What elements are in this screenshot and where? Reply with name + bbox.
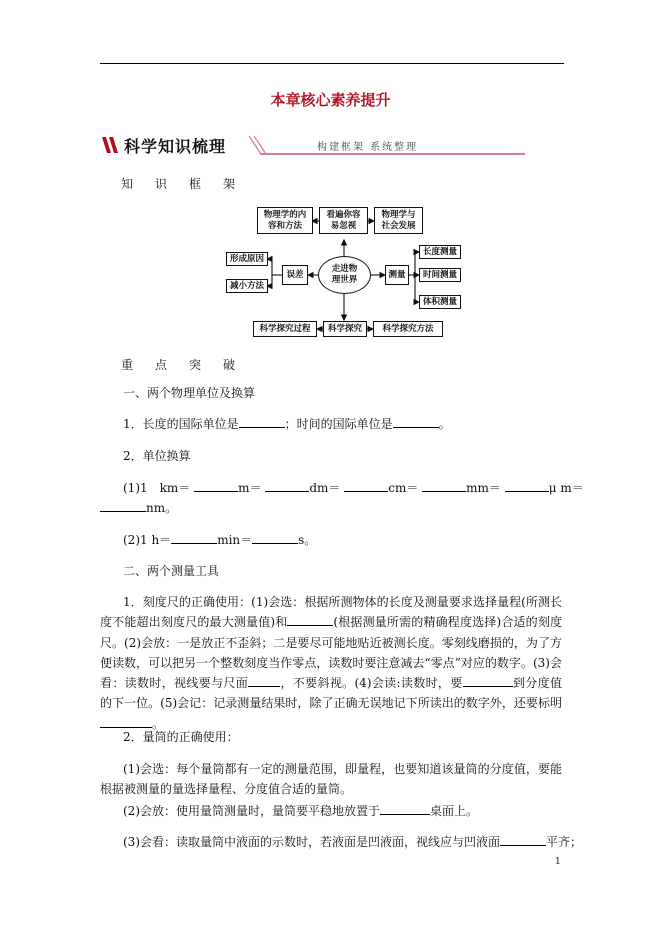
conversion-text: (1)1 km＝ (123, 481, 191, 495)
conversion-text: (2)1 h＝ (123, 533, 172, 547)
answer-blank[interactable] (239, 415, 285, 428)
answer-blank[interactable] (505, 479, 549, 492)
box-physics-society: 物理学与 社会发展 (374, 207, 423, 234)
unit-question (123, 414, 564, 435)
answer-blank[interactable] (287, 613, 333, 626)
box-measure: 测量 (385, 265, 409, 285)
conversion-text: cm＝ (388, 481, 419, 495)
answer-blank[interactable] (171, 531, 217, 544)
conversion-heading: 2．单位换算 (123, 449, 191, 463)
answer-blank[interactable] (252, 531, 298, 544)
ruler-text: 1．刻度尺的正确使用：(1)会选：根据所测物体的长度及测量要求选择量程(所测长度不能超出刻度尺的最大测量值)和 (100, 595, 562, 630)
answer-blank[interactable] (422, 479, 466, 492)
conversion-text: m＝ (238, 481, 262, 495)
cylinder-heading: 2．量筒的正确使用： (123, 730, 239, 744)
section2-heading: 二、两个测量工具 (123, 564, 220, 578)
answer-blank[interactable] (194, 479, 238, 492)
box-inquiry-process: 科学探究过程 (253, 321, 317, 337)
box-length-measure: 长度测量 (419, 245, 461, 259)
section1-heading: 一、两个物理单位及换算 (123, 386, 256, 400)
box-ignored-things: 看遍你容 易忽视 (319, 207, 368, 234)
conversion-text: mm＝ (466, 481, 501, 495)
section-banner (100, 133, 430, 157)
answer-blank[interactable] (500, 833, 546, 846)
box-inquiry-method: 科学探究方法 (373, 321, 443, 337)
key-points-heading: 重点突破 (121, 358, 258, 372)
conversion-row-1 (123, 478, 584, 499)
center-topic (318, 256, 371, 294)
conversion-text: nm。 (146, 501, 178, 515)
cylinder-place (123, 801, 564, 822)
answer-blank[interactable] (380, 802, 430, 815)
ruler-paragraph (100, 592, 562, 734)
conversion-text: μ m＝ (548, 481, 584, 495)
cylinder-text: (2)会放：使用量筒测量时，量筒要平稳地放置于 (123, 804, 380, 818)
cylinder-text: (3)会看：读取量筒中液面的示数时，若液面是凹液面，视线应与凹液面 (123, 835, 501, 849)
page-title: 本章核心素养提升 (270, 91, 391, 109)
conversion-text: s。 (298, 533, 317, 547)
banner-slash-icon (246, 135, 266, 155)
answer-blank[interactable] (100, 499, 146, 512)
cylinder-choose: (1)会选：每个量筒都有一定的测量范围，即量程，也要知道该量筒的分度值，要能根据被测量的量选择量程、分度值合适的量筒。 (100, 762, 562, 797)
page-number: 1 (555, 857, 561, 867)
ruler-text: 。 (152, 716, 165, 731)
box-volume-measure: 体积测量 (419, 295, 461, 309)
box-physics-content: 物理学的内 容和方法 (257, 207, 313, 234)
cylinder-read (123, 832, 583, 853)
center-topic-label: 走进物 理世界 (331, 264, 358, 285)
answer-blank[interactable] (248, 674, 280, 687)
box-error: 误差 (282, 265, 308, 285)
unit-question-text: 。 (438, 417, 451, 431)
ruler-text: ，不要斜视。(4)会读:读数时，要 (280, 676, 463, 691)
banner-title: 科学知识梳理 (124, 137, 227, 156)
ruler-text: (根据测量所需的精确程度选择)合适的刻度尺。(2)会放：一是放正不歪斜；二是要尽可能地贴近被测长度。零刻线磨损的，为了方便读数，可以把另一个整数刻度当作零点，读数时要注意减去“零点”对应的数字。(3)会看：读数时，视线要与尺面 (100, 615, 562, 691)
box-time-measure: 时间测量 (419, 268, 461, 282)
unit-question-text: 1．长度的国际单位是 (123, 417, 239, 431)
header-rule (100, 63, 564, 64)
answer-blank[interactable] (100, 715, 152, 728)
knowledge-diagram (222, 202, 466, 344)
answer-blank[interactable] (344, 479, 388, 492)
banner-subtitle: 构建框架 系统整理 (317, 142, 419, 153)
answer-blank[interactable] (463, 674, 513, 687)
cylinder-text: 平齐； (546, 835, 583, 849)
box-error-cause: 形成原因 (226, 252, 268, 266)
answer-blank[interactable] (265, 479, 309, 492)
banner-bars-icon (100, 136, 122, 154)
box-error-reduce: 减小方法 (226, 279, 268, 293)
framework-heading: 知识框架 (121, 177, 258, 191)
banner-underline (260, 153, 525, 155)
ruler-text: 到分度值的下一位。(5)会记：记录测量结果时，除了正确无误地记下所读出的数字外，还要标明 (100, 676, 562, 711)
unit-question-text: ；时间的国际单位是 (284, 417, 393, 431)
answer-blank[interactable] (393, 415, 439, 428)
cylinder-text: 桌面上。 (430, 804, 479, 818)
conversion-text: min＝ (217, 533, 253, 547)
conversion-row-1-cont (100, 498, 564, 519)
conversion-row-2 (123, 530, 564, 551)
conversion-text: dm＝ (309, 481, 341, 495)
box-inquiry: 科学探究 (323, 321, 367, 337)
